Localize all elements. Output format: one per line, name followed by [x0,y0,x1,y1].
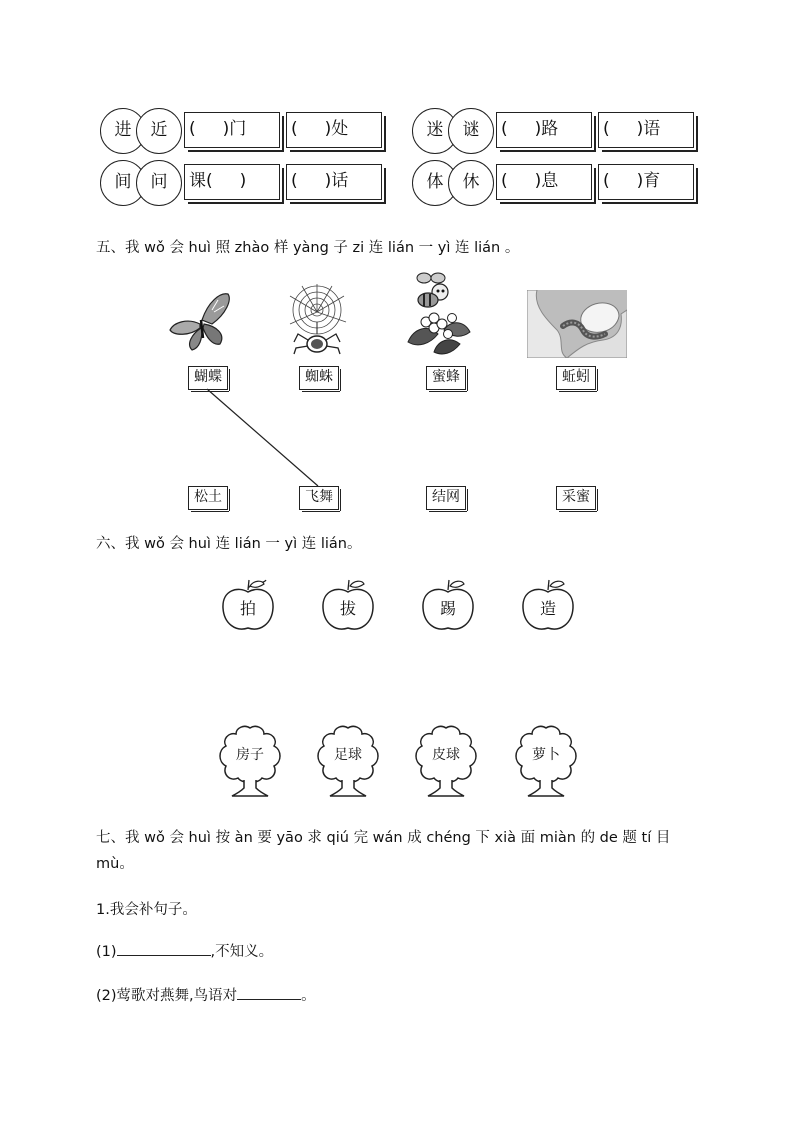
char-circle: 问 [136,160,182,206]
tree-card[interactable] [214,724,286,798]
animal-label-spider[interactable]: 蜘蛛 [299,366,339,390]
blank-text: ( )处 [291,119,349,139]
apple-card[interactable] [220,576,276,632]
animal-label-earthworm[interactable]: 蚯蚓 [556,366,596,390]
char-circle: 间 [100,160,146,206]
action-label-loosen-soil[interactable]: 松土 [188,486,228,510]
action-label-flutter[interactable]: 飞舞 [299,486,339,510]
char-circle: 体 [412,160,458,206]
noun-text: 皮球 [432,747,460,763]
blank-text: ( )息 [501,171,559,191]
tree-card[interactable] [312,724,384,798]
section-6-heading: 六、我 wǒ 会 huì 连 lián 一 yì 连 lián。 [96,536,362,552]
verb-text: 拍 [239,599,256,618]
verb-text: 拔 [339,599,356,618]
noun-text: 足球 [334,747,362,763]
apple-card[interactable] [320,576,376,632]
blank-text: ( )路 [501,119,559,139]
animal-label-bee[interactable]: 蜜蜂 [426,366,466,390]
noun-text: 房子 [236,747,264,763]
noun-text: 萝卜 [532,747,560,763]
char-circle: 进 [100,108,146,154]
answer-blank[interactable] [117,940,211,956]
blank-text: ( )语 [603,119,661,139]
blank-text: ( )门 [189,119,247,139]
tree-card[interactable] [410,724,482,798]
apple-card[interactable] [420,576,476,632]
sentence-item-1 [96,940,273,961]
action-label-weave-web[interactable]: 结网 [426,486,466,510]
section-7-heading-continued: mù。 [96,856,134,872]
tree-card[interactable] [510,724,582,798]
verb-text: 造 [539,599,556,618]
item-text: 。 [301,988,316,1004]
char-circle: 谜 [448,108,494,154]
section-7-heading: 七、我 wǒ 会 huì 按 àn 要 yāo 求 qiú 完 wán 成 chéng 下 xià 面 miàn 的 de 题 tí 目 [96,830,671,846]
item-text: (2)莺歌对燕舞,鸟语对 [96,988,238,1004]
action-label-gather-honey[interactable]: 采蜜 [556,486,596,510]
item-text: ,不知义。 [210,944,274,960]
animal-label-butterfly[interactable]: 蝴蝶 [188,366,228,390]
subsection-1-title: 1.我会补句子。 [96,902,197,918]
section-5-heading: 五、我 wǒ 会 huì 照 zhào 样 yàng 子 zi 连 lián 一 yì 连 lián 。 [96,240,520,256]
blank-text: ( )话 [291,171,349,191]
char-circle: 迷 [412,108,458,154]
apple-card[interactable] [520,576,576,632]
answer-blank[interactable] [237,984,301,1000]
item-number: (1) [96,944,117,960]
verb-text: 踢 [439,599,456,618]
sentence-item-2 [96,984,316,1005]
char-circle: 近 [136,108,182,154]
char-circle: 休 [448,160,494,206]
blank-text: ( )育 [603,171,661,191]
blank-text: 课( ) [189,171,247,191]
